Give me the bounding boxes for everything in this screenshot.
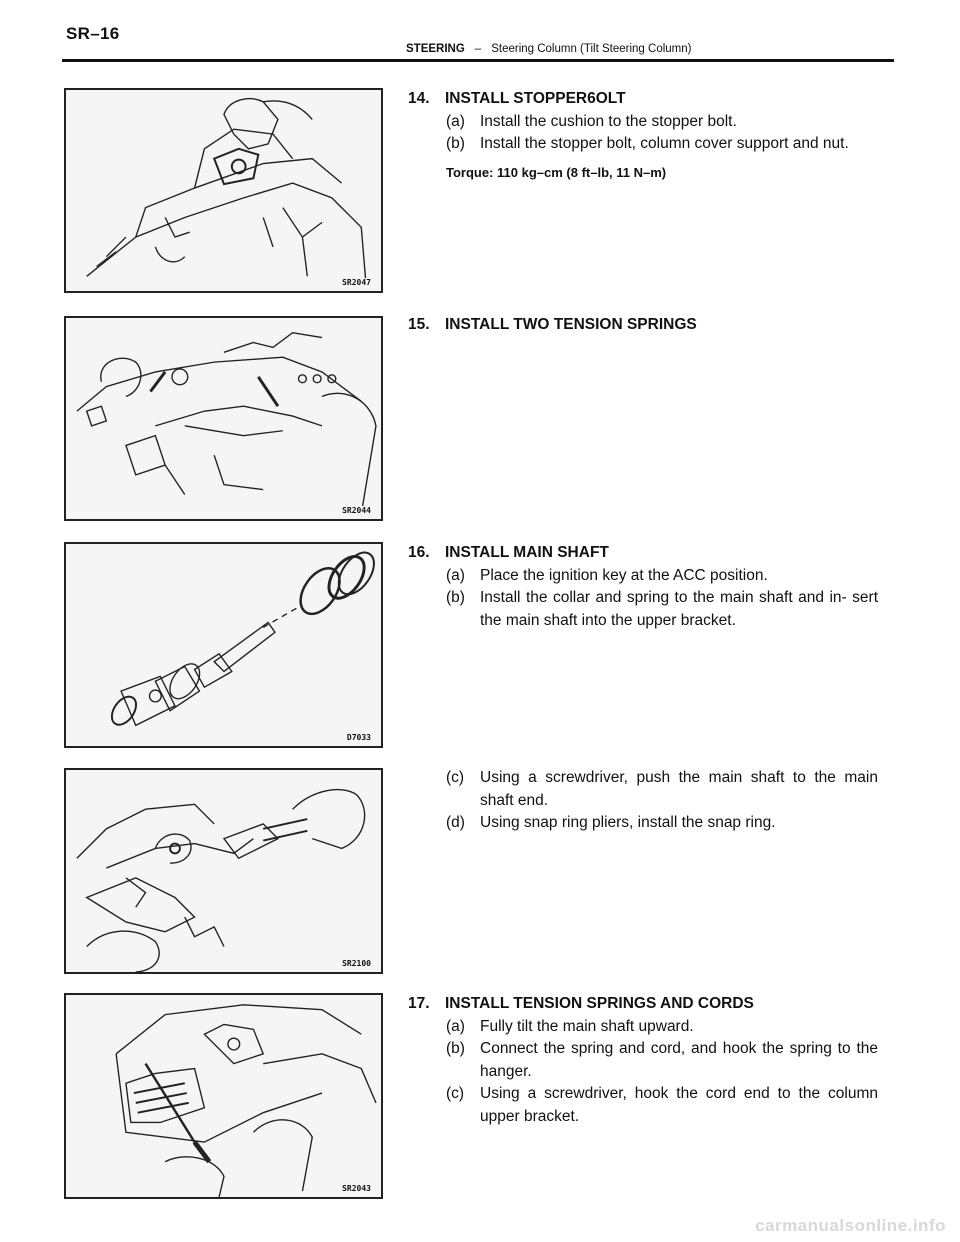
running-header <box>406 43 691 55</box>
header-rule <box>62 59 894 62</box>
site-watermark: carmanualsonline.info <box>755 1216 946 1235</box>
step-item: (d) Using snap ring pliers, install the snap ring. <box>446 814 776 831</box>
header-separator: – <box>474 43 482 55</box>
step-heading: 14. INSTALL STOPPER6OLT <box>408 90 626 107</box>
figure-sr2044 <box>64 316 383 521</box>
figure-code: SR2044 <box>342 506 371 515</box>
page-code: SR–16 <box>66 24 120 43</box>
figure-d7033 <box>64 542 383 748</box>
section-title: Steering Column (Tilt Steering Column) <box>491 43 692 55</box>
figure-snap-ring-pliers-icon <box>66 770 381 972</box>
step-heading: 15. INSTALL TWO TENSION SPRINGS <box>408 316 697 333</box>
figure-code: SR2100 <box>342 959 371 968</box>
figure-sr2047 <box>64 88 383 293</box>
step-16 <box>408 542 878 632</box>
step-item: (c) Using a screwdriver, hook the cord end to the column upper bracket. <box>446 1085 878 1125</box>
figure-code: SR2047 <box>342 278 371 287</box>
figure-code: SR2043 <box>342 1184 371 1193</box>
figure-tension-springs-icon <box>66 318 381 519</box>
figure-main-shaft-collar-spring-icon <box>66 544 381 746</box>
step-item: (a) Install the cushion to the stopper bolt. <box>446 112 737 130</box>
step-item: (b) Install the stopper bolt, column cover support and nut. <box>446 135 849 152</box>
chapter-title: STEERING <box>406 43 465 55</box>
figure-code: D7033 <box>346 733 371 742</box>
figure-sr2043 <box>64 993 383 1199</box>
step-item: (b) Install the collar and spring to the main shaft and in‑ sert the main shaft into the upper bracket. <box>446 589 878 629</box>
step-item: (b) Connect the spring and cord, and hook the spring to the hanger. <box>446 1040 878 1080</box>
torque-spec: Torque: 110 kg–cm (8 ft–lb, 11 N–m) <box>446 164 667 180</box>
step-heading: 16. INSTALL MAIN SHAFT <box>408 544 609 561</box>
figure-hand-install-stopper-bolt-icon <box>66 90 381 291</box>
figure-screwdriver-cord-icon <box>66 995 381 1197</box>
step-15 <box>408 314 878 337</box>
step-17 <box>408 993 878 1128</box>
step-16-continued <box>408 767 878 835</box>
step-14 <box>408 88 878 184</box>
figure-sr2100 <box>64 768 383 974</box>
step-heading: 17. INSTALL TENSION SPRINGS AND CORDS <box>408 995 754 1012</box>
step-item: (a) Place the ignition key at the ACC position. <box>446 566 768 584</box>
step-item: (c) Using a screwdriver, push the main shaft to the main shaft end. <box>446 769 878 809</box>
step-item: (a) Fully tilt the main shaft upward. <box>446 1017 694 1035</box>
